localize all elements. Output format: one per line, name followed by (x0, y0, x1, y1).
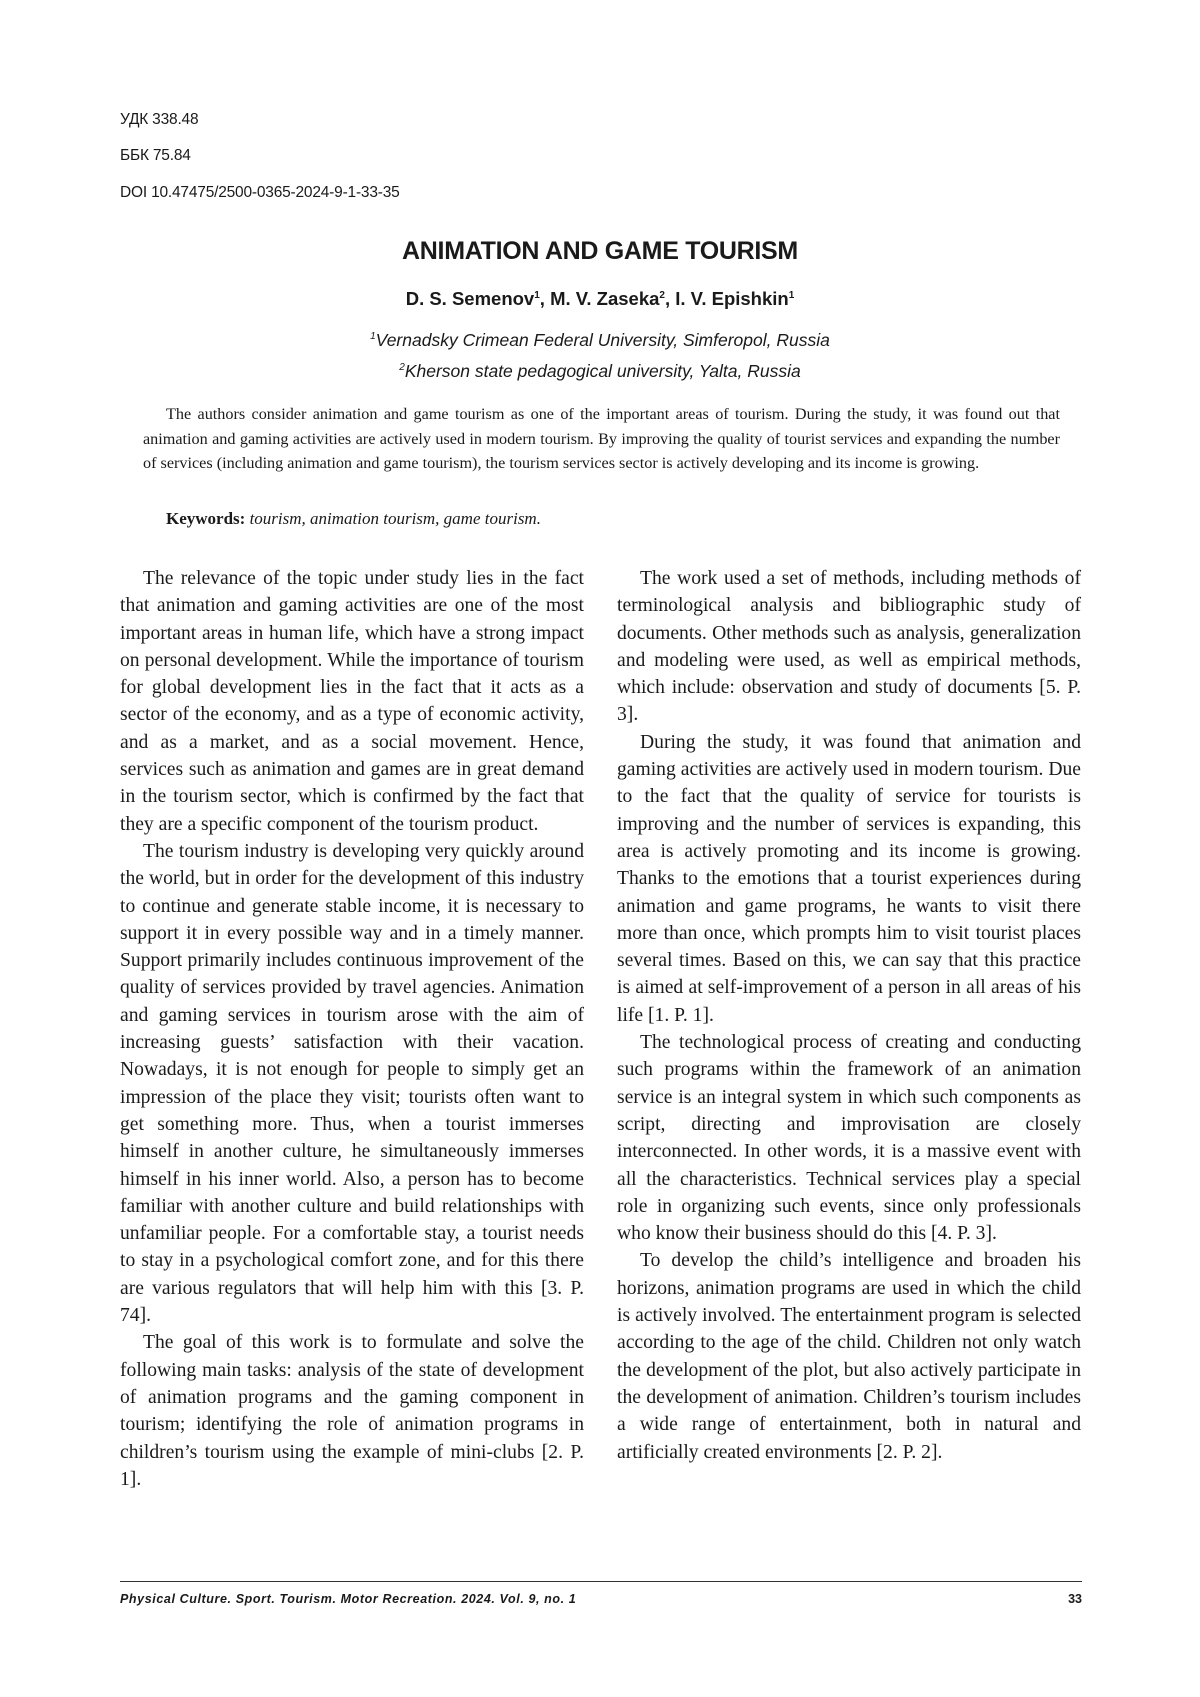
author-affiliation-mark: 2 (659, 289, 665, 301)
body-column-left (120, 565, 584, 1493)
author-affiliation-mark: 1 (534, 289, 540, 301)
author-name: D. S. Semenov (405, 288, 535, 309)
affiliation-text: Vernadsky Crimean Federal University, Simferopol, Russia (375, 330, 830, 350)
article-title: ANIMATION AND GAME TOURISM (402, 237, 798, 265)
affiliation (0, 330, 1200, 351)
page-number: 33 (1068, 1592, 1082, 1606)
author-name: M. V. Zaseka (550, 288, 660, 309)
footer-divider (120, 1581, 1082, 1582)
doi: DOI 10.47475/2500-0365-2024-9-1-33-35 (120, 184, 400, 201)
author-name: I. V. Epishkin (675, 288, 789, 309)
keywords (166, 509, 541, 529)
journal-citation: Physical Culture. Sport. Tourism. Motor Recreation. 2024. Vol. 9, no. 1 (120, 1592, 577, 1606)
body-paragraph: The relevance of the topic under study lies in the fact that animation and gaming activities are one of the most important areas in human life, which have a strong impact on personal development. While the importance of tourism for global development lies in the fact that it acts as a sector of the economy, and as a type of economic activity, and as a market, and as a social movement. Hence, services such as animation and games are in great demand in the tourism sector, which is confirmed by the fact that they are a specific component of the tourism product. (120, 568, 584, 835)
body-paragraph: To develop the child’s intelligence and broaden his horizons, animation programs are used in which the child is actively involved. The entertainment program is selected according to the age of the child. Children not only watch the development of the plot, but also actively participate in the development of animation. Children’s tourism includes a wide range of entertainment, both in natural and artificially created environments [2. P. 2]. (617, 1250, 1081, 1463)
author-separator: , (539, 288, 551, 309)
keywords-label: Keywords: (166, 509, 246, 528)
body-paragraph: The tourism industry is developing very quickly around the world, but in order for the development of this industry to continue and generate stable income, it is necessary to support it in every possible way and in a timely manner. Support primarily includes continuous improvement of the quality of services provided by travel agencies. Animation and gaming services in tourism arose with the aim of increasing guests’ satisfaction with their vacation. Nowadays, it is not enough for people to simply get an impression of the place they visit; tourists often want to get something more. Thus, when a tourist immerses himself in another culture, he simultaneously immerses himself in his inner world. Also, a person has to become familiar with another culture and build relationships with unfamiliar people. For a comfortable stay, a tourist needs to stay in a psychological comfort zone, and for this there are various regulators that will help him with this [3. P. 74]. (120, 840, 584, 1327)
affiliation-number: 2 (399, 362, 405, 374)
body-paragraph: The goal of this work is to formulate and solve the following main tasks: analysis of the state of development of animation programs and the gaming component in tourism; identifying the role of animation programs in children’s tourism using the example of mini-clubs [2. P. 1]. (120, 1332, 584, 1490)
affiliation (0, 361, 1200, 382)
keywords-text: tourism, animation tourism, game tourism. (249, 509, 541, 528)
affiliation-number: 1 (370, 331, 376, 343)
author-affiliation-mark: 1 (788, 289, 795, 301)
affiliation-text: Kherson state pedagogical university, Yalta, Russia (404, 361, 801, 381)
author-separator: , (664, 288, 676, 309)
author-list (0, 288, 1200, 310)
udc-code: УДК 338.48 (120, 111, 199, 128)
body-column-right (617, 565, 1081, 1466)
body-paragraph: The work used a set of methods, including methods of terminological analysis and bibliographic study of documents. Other methods such as analysis, generalization and modeling were used, as well as empirical methods, which include: observation and study of documents [5. P. 3]. (617, 568, 1081, 726)
bbk-code: ББК 75.84 (120, 147, 191, 164)
body-paragraph: The technological process of creating and conducting such programs within the framework of an animation service is an integral system in which such components as script, directing and improvisation are closely interconnected. In other words, it is a massive event with all the characteristics. Technical services play a special role in organizing such events, since only professionals who know their business should do this [4. P. 3]. (617, 1032, 1081, 1245)
abstract: The authors consider animation and game tourism as one of the important areas of tourism. During the study, it was found out that animation and gaming activities are actively used in modern tourism. By improving the quality of tourist services and expanding the number of services (including animation and game tourism), the tourism services sector is actively developing and its income is growing. (143, 405, 1060, 472)
body-paragraph: During the study, it was found that animation and gaming activities are actively used in modern tourism. Due to the fact that the quality of service for tourists is improving and the number of services is expanding, this area is actively promoting and its income is growing. Thanks to the emotions that a tourist experiences during animation and game programs, he wants to visit there more than once, which prompts him to visit tourist places several times. Based on this, we can say that this practice is aimed at self-improvement of a person in all areas of his life [1. P. 1]. (617, 731, 1081, 1026)
